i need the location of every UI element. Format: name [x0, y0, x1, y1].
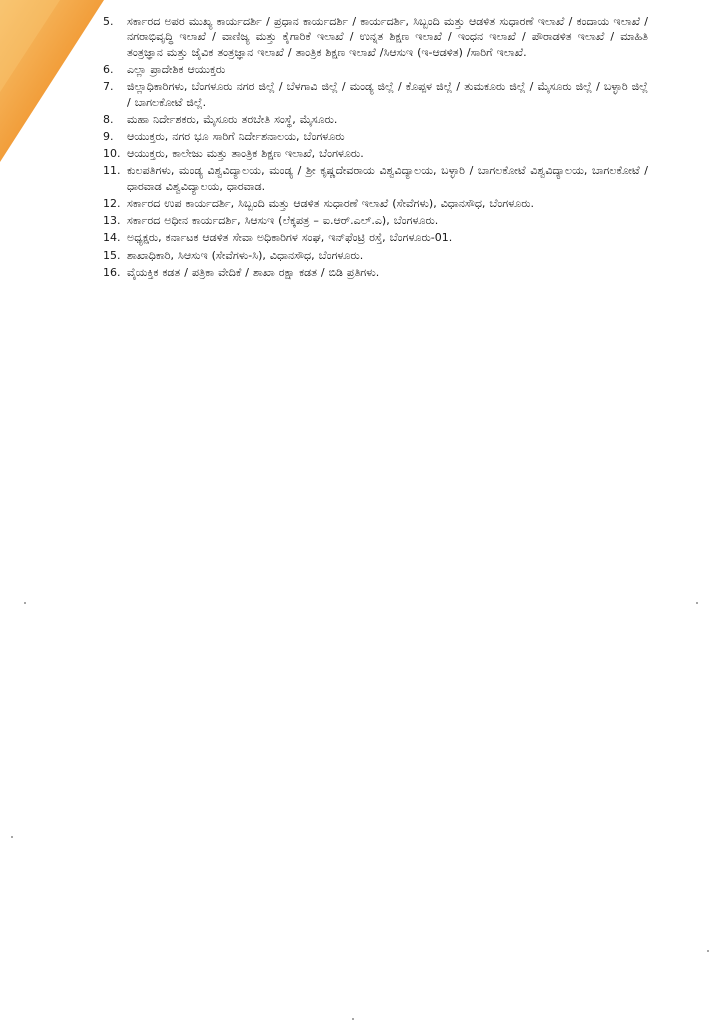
item-text: ಎಲ್ಲಾ ಪ್ರಾದೇಶಿಕ ಆಯುಕ್ತರು	[127, 63, 226, 77]
list-item	[103, 230, 648, 245]
item-number: 14.	[103, 231, 121, 245]
list-item	[103, 62, 648, 77]
scan-speck	[352, 1018, 354, 1020]
item-text: ಮಹಾ ನಿರ್ದೇಶಕರು, ಮೈಸೂರು ತರಬೇತಿ ಸಂಸ್ಥೆ, ಮೈಸೂರು.	[127, 112, 338, 126]
list-item	[103, 14, 648, 60]
scan-speck	[707, 950, 709, 952]
scan-speck	[11, 836, 13, 838]
item-number: 10.	[103, 147, 121, 161]
item-number: 13.	[103, 214, 121, 228]
item-number: 8.	[103, 112, 114, 126]
item-text: ಸರ್ಕಾರದ ಉಪ ಕಾರ್ಯದರ್ಶಿ, ಸಿಬ್ಬಂದಿ ಮತ್ತು ಆಡಳಿತ ಸುಧಾರಣೆ ಇಲಾಖೆ (ಸೇವೆಗಳು), ವಿಧಾನಸೌಧ, ಬೆಂಗಳೂರು.	[127, 197, 535, 211]
item-number: 15.	[103, 248, 121, 262]
list-item	[103, 213, 648, 228]
list-item	[103, 163, 648, 194]
item-number: 9.	[103, 130, 114, 144]
item-number: 7.	[103, 80, 114, 94]
orange-corner-decoration	[0, 0, 110, 165]
item-number: 16.	[103, 265, 121, 279]
item-number: 5.	[103, 15, 114, 28]
list-item	[103, 196, 648, 211]
list-item	[103, 146, 648, 161]
item-text: ಸರ್ಕಾರದ ಅಪರ ಮುಖ್ಯ ಕಾರ್ಯದರ್ಶಿ / ಪ್ರಧಾನ ಕಾರ್ಯದರ್ಶಿ / ಕಾರ್ಯದರ್ಶಿ, ಸಿಬ್ಬಂದಿ ಮತ್ತು ಆಡಳಿತ ಸುಧಾರಣೆ ಇಲಾಖೆ / ಕಂದಾಯ ಇಲಾಖೆ / ನಗರಾಭಿವೃದ್ಧಿ ಇಲಾಖೆ / ವಾಣಿಜ್ಯ ಮತ್ತು ಕೈಗಾರಿಕೆ ಇಲಾಖೆ / ಉನ್ನತ ಶಿಕ್ಷಣ ಇಲಾಖೆ / ಇಂಧನ ಇಲಾಖೆ / ಪೌರಾಡಳಿತ ಇಲಾಖೆ / ಮಾಹಿತಿ ತಂತ್ರಜ್ಞಾನ ಮತ್ತು ಜೈವಿಕ ತಂತ್ರಜ್ಞಾನ ಇಲಾಖೆ / ತಾಂತ್ರಿಕ ಶಿಕ್ಷಣ ಇಲಾಖೆ /ಸಿಆಸುಇ (ಇ-ಆಡಳಿತ) /ಸಾರಿಗೆ ಇಲಾಖೆ.	[127, 15, 648, 59]
list-item	[103, 129, 648, 144]
item-text: ಶಾಖಾಧಿಕಾರಿ, ಸಿಆಸುಇ (ಸೇವೆಗಳು-ಸಿ), ವಿಧಾನಸೌಧ, ಬೆಂಗಳೂರು.	[127, 248, 364, 262]
recipient-list	[103, 14, 648, 282]
list-item	[103, 248, 648, 263]
item-text: ಆಯುಕ್ತರು, ನಗರ ಭೂ ಸಾರಿಗೆ ನಿರ್ದೇಶನಾಲಯ, ಬೆಂಗಳೂರು	[127, 130, 345, 144]
list-item	[103, 265, 648, 280]
item-number: 12.	[103, 197, 121, 211]
item-text: ಅಧ್ಯಕ್ಷರು, ಕರ್ನಾಟಕ ಆಡಳಿತ ಸೇವಾ ಅಧಿಕಾರಿಗಳ ಸಂಘ, ಇನ್‌ಫೆಂಟ್ರಿ ರಸ್ತೆ, ಬೆಂಗಳೂರು-01.	[127, 231, 453, 245]
scan-speck	[24, 602, 26, 604]
item-text: ಸರ್ಕಾರದ ಅಧೀನ ಕಾರ್ಯದರ್ಶಿ, ಸಿಆಸುಇ (ಲೆಕ್ಕಪತ್ರ – ಐ.ಆರ್.ಎಲ್.ಎ), ಬೆಂಗಳೂರು.	[127, 214, 439, 228]
item-text: ಜಿಲ್ಲಾಧಿಕಾರಿಗಳು, ಬೆಂಗಳೂರು ನಗರ ಜಿಲ್ಲೆ / ಬೆಳಗಾವಿ ಜಿಲ್ಲೆ / ಮಂಡ್ಯ ಜಿಲ್ಲೆ / ಕೊಪ್ಪಳ ಜಿಲ್ಲೆ / ತುಮಕೂರು ಜಿಲ್ಲೆ / ಮೈಸೂರು ಜಿಲ್ಲೆ / ಬಳ್ಳಾರಿ ಜಿಲ್ಲೆ / ಬಾಗಲಕೋಟೆ ಜಿಲ್ಲೆ.	[127, 80, 648, 109]
item-text: ವೈಯಕ್ತಿಕ ಕಡತ / ಪತ್ರಿಕಾ ವೇದಿಕೆ / ಶಾಖಾ ರಕ್ಷಾ ಕಡತ / ಬಿಡಿ ಪ್ರತಿಗಳು.	[127, 265, 380, 279]
item-number: 6.	[103, 63, 114, 77]
list-item	[103, 112, 648, 127]
item-text: ಆಯುಕ್ತರು, ಕಾಲೇಜು ಮತ್ತು ತಾಂತ್ರಿಕ ಶಿಕ್ಷಣ ಇಲಾಖೆ, ಬೆಂಗಳೂರು.	[127, 147, 364, 161]
scan-speck	[696, 602, 698, 604]
list-item	[103, 79, 648, 110]
item-text: ಕುಲಪತಿಗಳು, ಮಂಡ್ಯ ವಿಶ್ವವಿದ್ಯಾಲಯ, ಮಂಡ್ಯ / ಶ್ರೀ ಕೃಷ್ಣದೇವರಾಯ ವಿಶ್ವವಿದ್ಯಾಲಯ, ಬಳ್ಳಾರಿ / ಬಾಗಲಕೋಟೆ ವಿಶ್ವವಿದ್ಯಾಲಯ, ಬಾಗಲಕೋಟೆ / ಧಾರವಾಡ ವಿಶ್ವವಿದ್ಯಾಲಯ, ಧಾರವಾಡ.	[127, 164, 648, 193]
item-number: 11.	[103, 164, 121, 178]
